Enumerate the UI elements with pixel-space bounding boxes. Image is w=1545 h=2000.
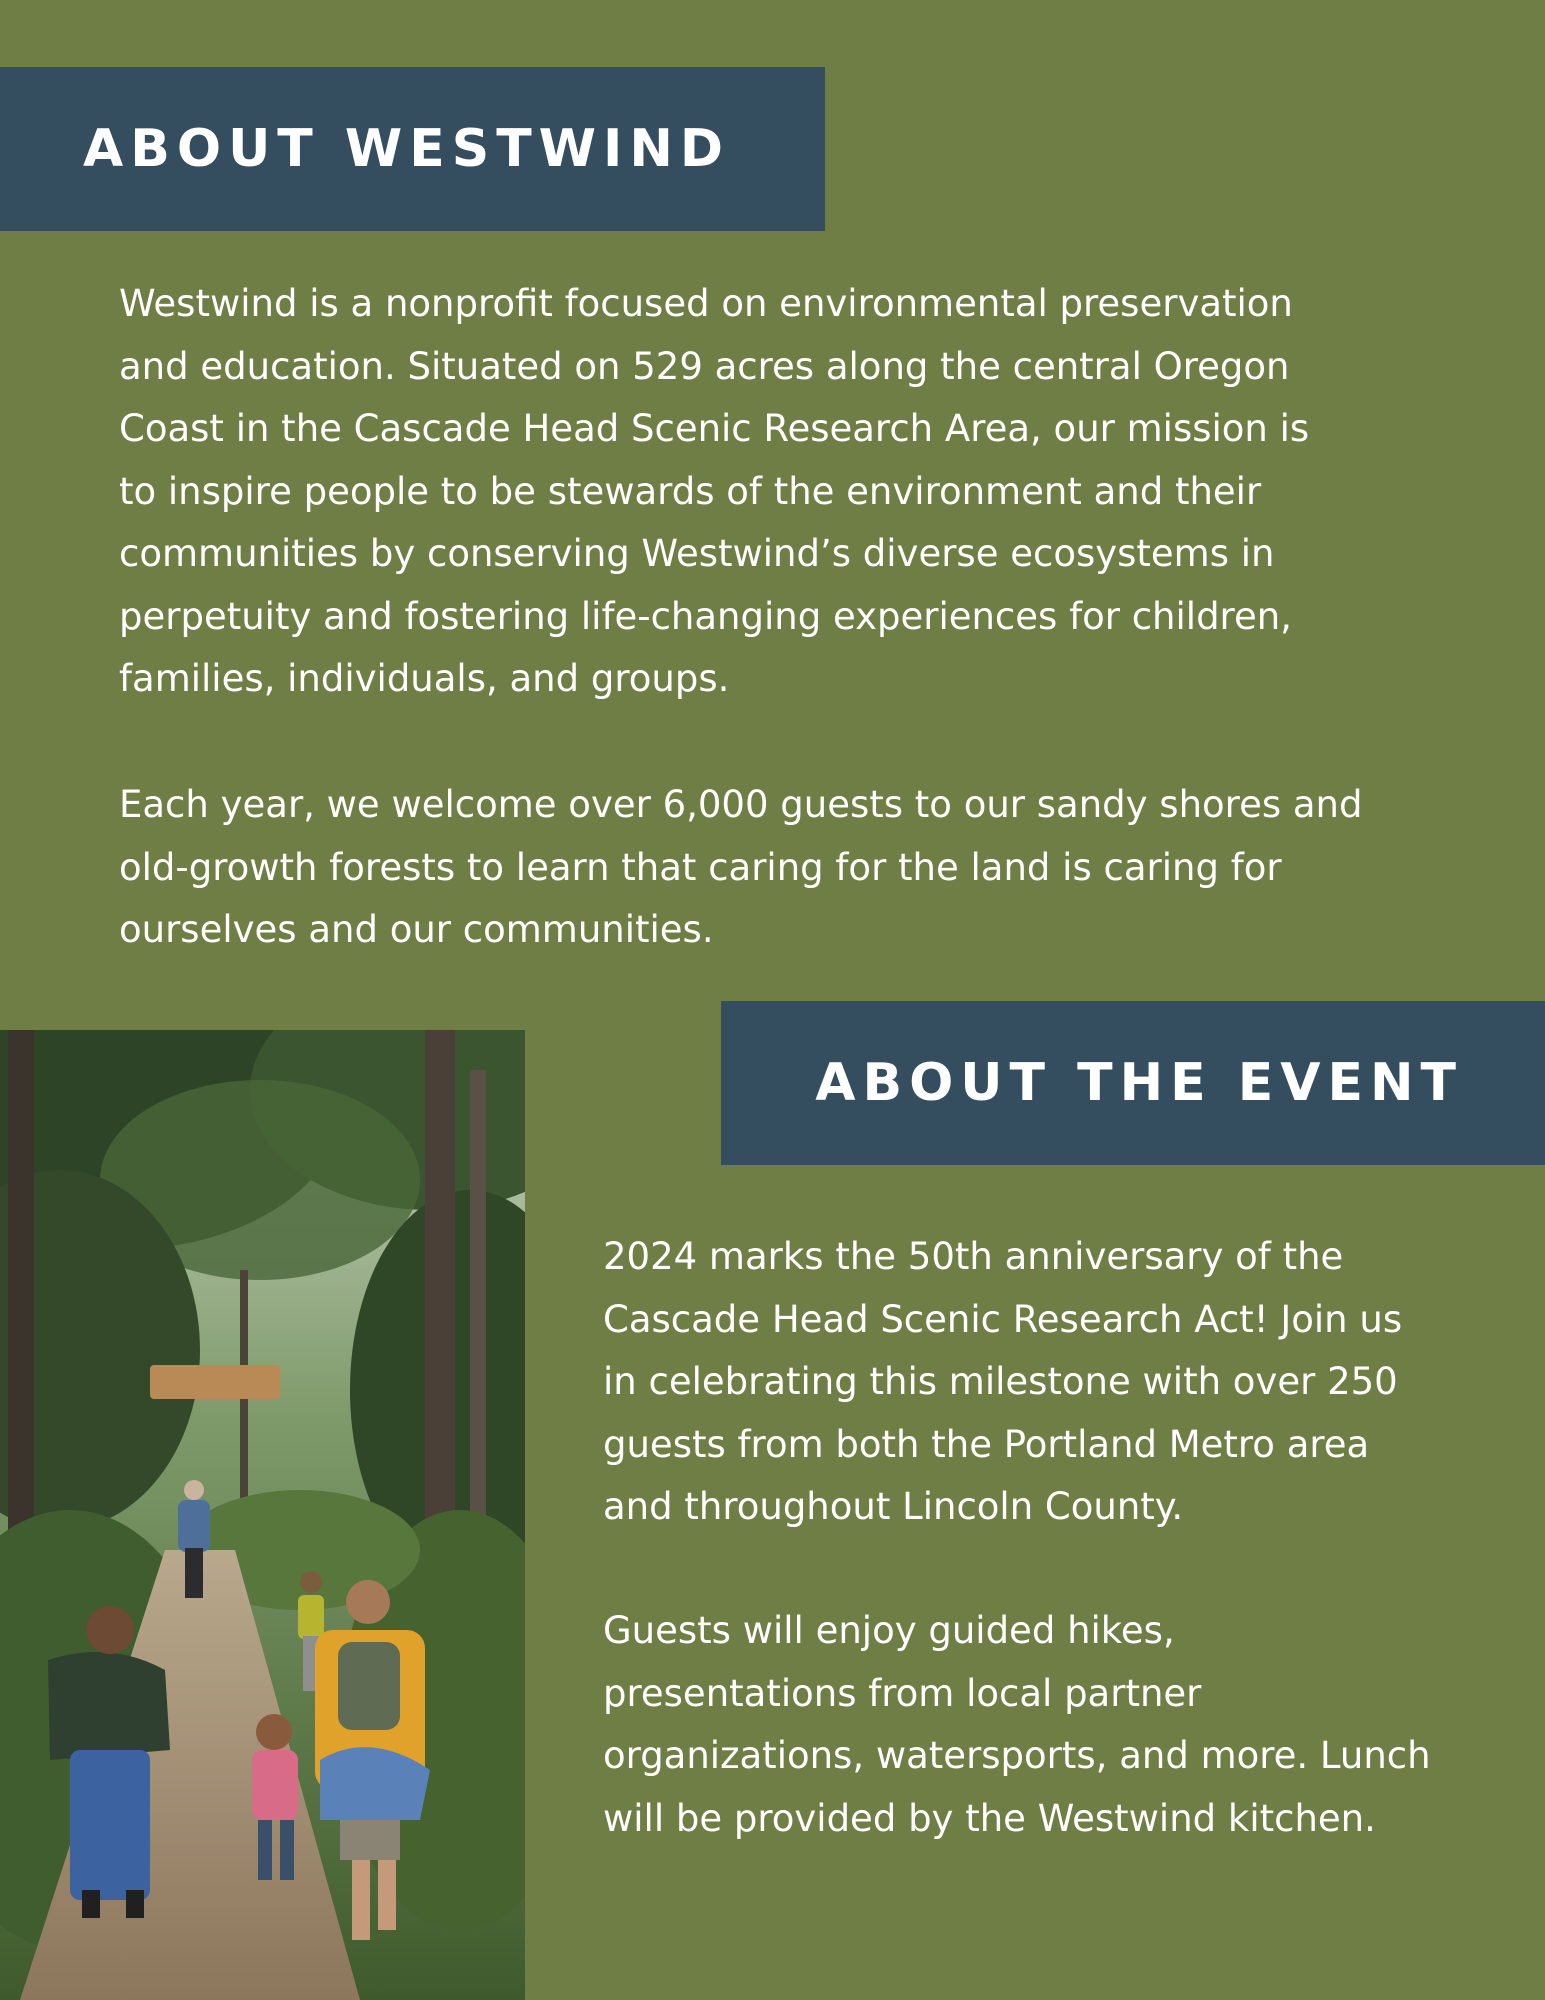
about-westwind-heading: ABOUT WESTWIND — [83, 119, 731, 179]
westwind-guests-paragraph: Each year, we welcome over 6,000 guests to our sandy shores and old-growth forests to learn that caring for the land is caring for ourselves and our communities. — [119, 783, 1363, 951]
event-activities-paragraph: Guests will enjoy guided hikes, presentations from local partner organizations, watersports, and more. Lunch will be provided by the Westwind kitchen. — [603, 1609, 1431, 1840]
trail-hikers-photo — [0, 1030, 525, 2000]
about-event-banner — [721, 1001, 1545, 1165]
westwind-mission-paragraph: Westwind is a nonprofit focused on environmental preservation and education. Situated on 529 acres along the central Oregon Coast in the Cascade Head Scenic Research Area, our mission is to inspire people to be stewards of the environment and their communities by conserving Westwind’s diverse ecosystems in perpetuity and fostering life-changing experiences for children, families, individuals, and groups. — [119, 282, 1310, 700]
event-anniversary-paragraph: 2024 marks the 50th anniversary of the Cascade Head Scenic Research Act! Join us in celebrating this milestone with over 250 guests from both the Portland Metro area and throughout Lincoln County. — [603, 1235, 1403, 1528]
about-event-heading: ABOUT THE EVENT — [815, 1053, 1463, 1113]
about-westwind-banner — [0, 67, 825, 231]
